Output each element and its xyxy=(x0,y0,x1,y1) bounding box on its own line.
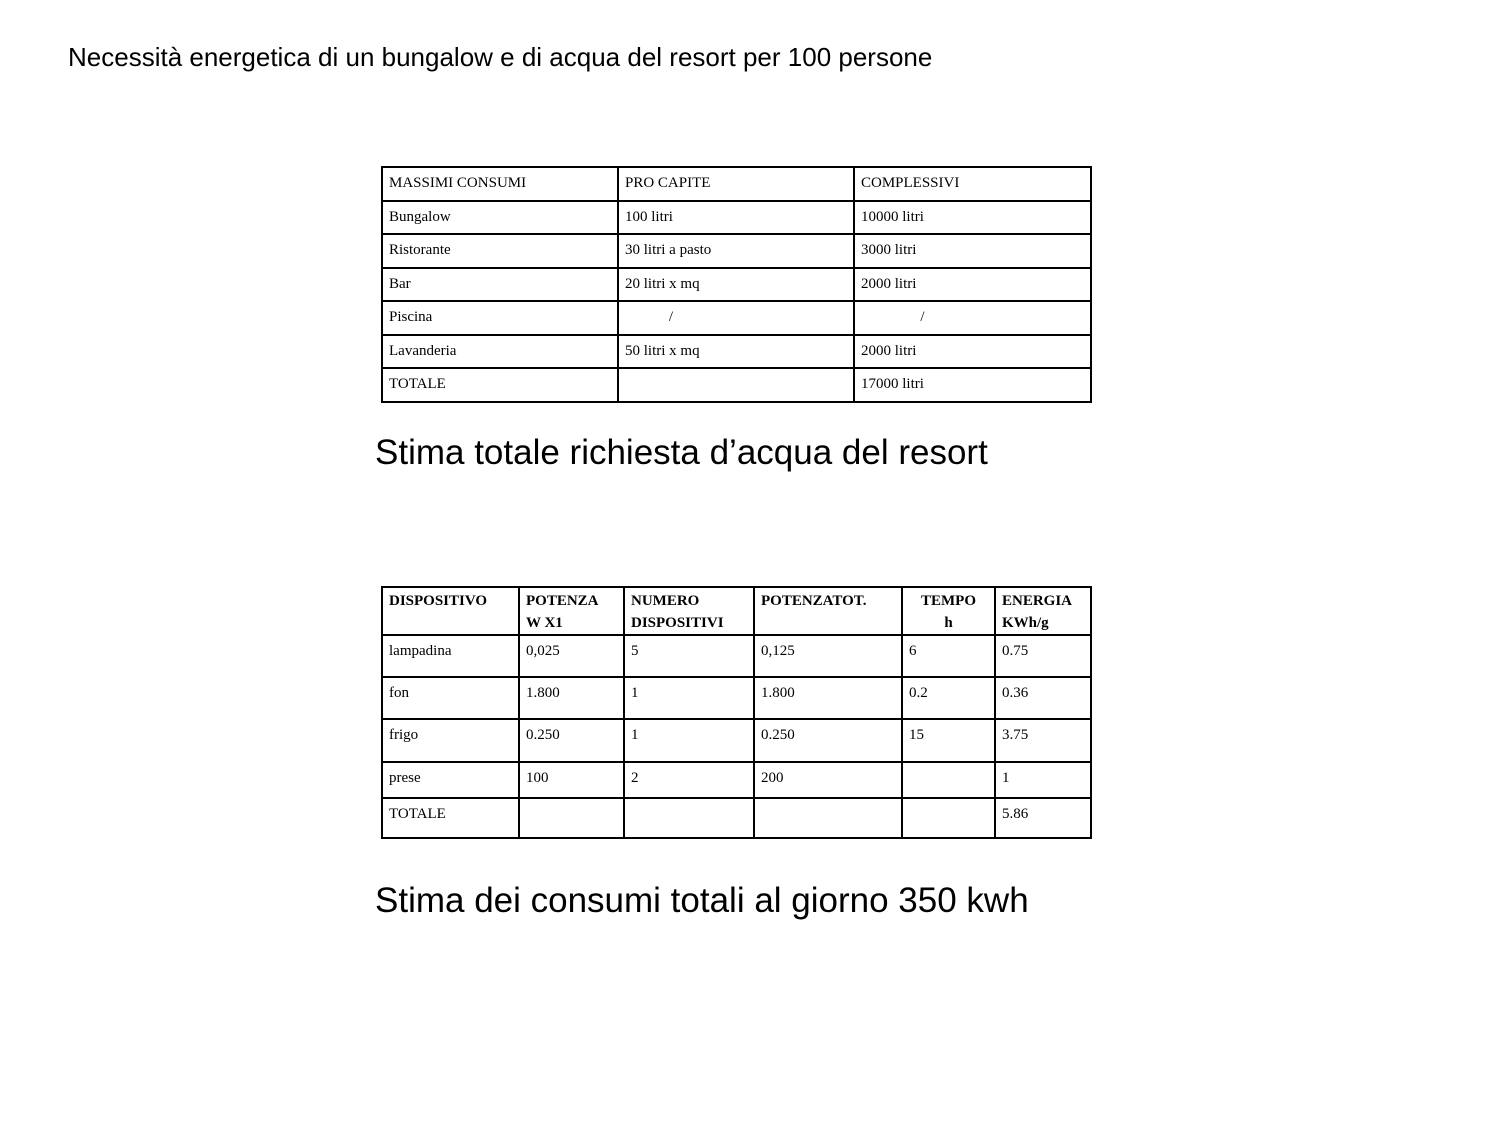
table-cell: 2000 litri xyxy=(854,335,1091,369)
header-cell: NUMERO DISPOSITIVI xyxy=(624,587,754,635)
table-cell: 6 xyxy=(902,635,995,677)
table-cell: 20 litri x mq xyxy=(618,268,854,302)
table-cell: 1 xyxy=(624,677,754,719)
water-consumption-table xyxy=(381,166,1092,403)
table-cell: Lavanderia xyxy=(382,335,618,369)
table-row xyxy=(382,677,1091,719)
table-cell: Bar xyxy=(382,268,618,302)
slide-title: Necessità energetica di un bungalow e di acqua del resort per 100 persone xyxy=(68,42,933,72)
table-cell: 1 xyxy=(995,762,1091,798)
table-cell xyxy=(618,368,854,402)
table-cell: 30 litri a pasto xyxy=(618,234,854,268)
table-cell: TOTALE xyxy=(382,798,519,838)
table-header-row xyxy=(382,167,1091,201)
table-cell: 0.250 xyxy=(519,719,624,762)
table-cell: 0.36 xyxy=(995,677,1091,719)
header-cell: MASSIMI CONSUMI xyxy=(382,167,618,201)
table-cell xyxy=(902,798,995,838)
table-cell: 5.86 xyxy=(995,798,1091,838)
table-cell: 10000 litri xyxy=(854,201,1091,235)
energy-consumption-table xyxy=(381,586,1092,839)
table-row-total xyxy=(382,368,1091,402)
table-cell: 0.2 xyxy=(902,677,995,719)
header-cell: POTENZATOT. xyxy=(754,587,902,635)
table-cell: Piscina xyxy=(382,301,618,335)
header-cell: DISPOSITIVO xyxy=(382,587,519,635)
header-cell: ENERGIA KWh/g xyxy=(995,587,1091,635)
table-cell: 100 xyxy=(519,762,624,798)
energy-caption: Stima dei consumi totali al giorno 350 kwh xyxy=(375,881,1029,920)
table-cell: 1.800 xyxy=(519,677,624,719)
table-cell: 3000 litri xyxy=(854,234,1091,268)
header-cell: COMPLESSIVI xyxy=(854,167,1091,201)
table-cell: 3.75 xyxy=(995,719,1091,762)
table-row xyxy=(382,335,1091,369)
table-row xyxy=(382,635,1091,677)
table-row xyxy=(382,301,1091,335)
table-cell xyxy=(519,798,624,838)
header-cell: TEMPO h xyxy=(902,587,995,635)
table-cell: TOTALE xyxy=(382,368,618,402)
table-cell xyxy=(754,798,902,838)
table-cell: lampadina xyxy=(382,635,519,677)
water-caption: Stima totale richiesta d’acqua del resort xyxy=(375,433,988,472)
table-cell: 17000 litri xyxy=(854,368,1091,402)
table-cell: 100 litri xyxy=(618,201,854,235)
table-cell: Bungalow xyxy=(382,201,618,235)
table-cell: 0.75 xyxy=(995,635,1091,677)
table-cell: 0.250 xyxy=(754,719,902,762)
table-cell xyxy=(902,762,995,798)
table-cell: 2 xyxy=(624,762,754,798)
table-row xyxy=(382,268,1091,302)
table-cell: fon xyxy=(382,677,519,719)
table-cell: 5 xyxy=(624,635,754,677)
table-cell: 15 xyxy=(902,719,995,762)
header-cell: POTENZA W X1 xyxy=(519,587,624,635)
table-cell xyxy=(624,798,754,838)
table-cell: frigo xyxy=(382,719,519,762)
table-cell: Ristorante xyxy=(382,234,618,268)
table-cell: 0,125 xyxy=(754,635,902,677)
table-row-total xyxy=(382,798,1091,838)
table-cell: 200 xyxy=(754,762,902,798)
table-cell: / xyxy=(854,301,1091,335)
table-cell: 0,025 xyxy=(519,635,624,677)
table-cell: 1.800 xyxy=(754,677,902,719)
table-cell: / xyxy=(618,301,854,335)
table-header-row xyxy=(382,587,1091,635)
table-cell: 50 litri x mq xyxy=(618,335,854,369)
header-cell: PRO CAPITE xyxy=(618,167,854,201)
table-row xyxy=(382,234,1091,268)
table-cell: 2000 litri xyxy=(854,268,1091,302)
table-row xyxy=(382,201,1091,235)
table-row xyxy=(382,719,1091,762)
table-cell: prese xyxy=(382,762,519,798)
table-row xyxy=(382,762,1091,798)
table-cell: 1 xyxy=(624,719,754,762)
